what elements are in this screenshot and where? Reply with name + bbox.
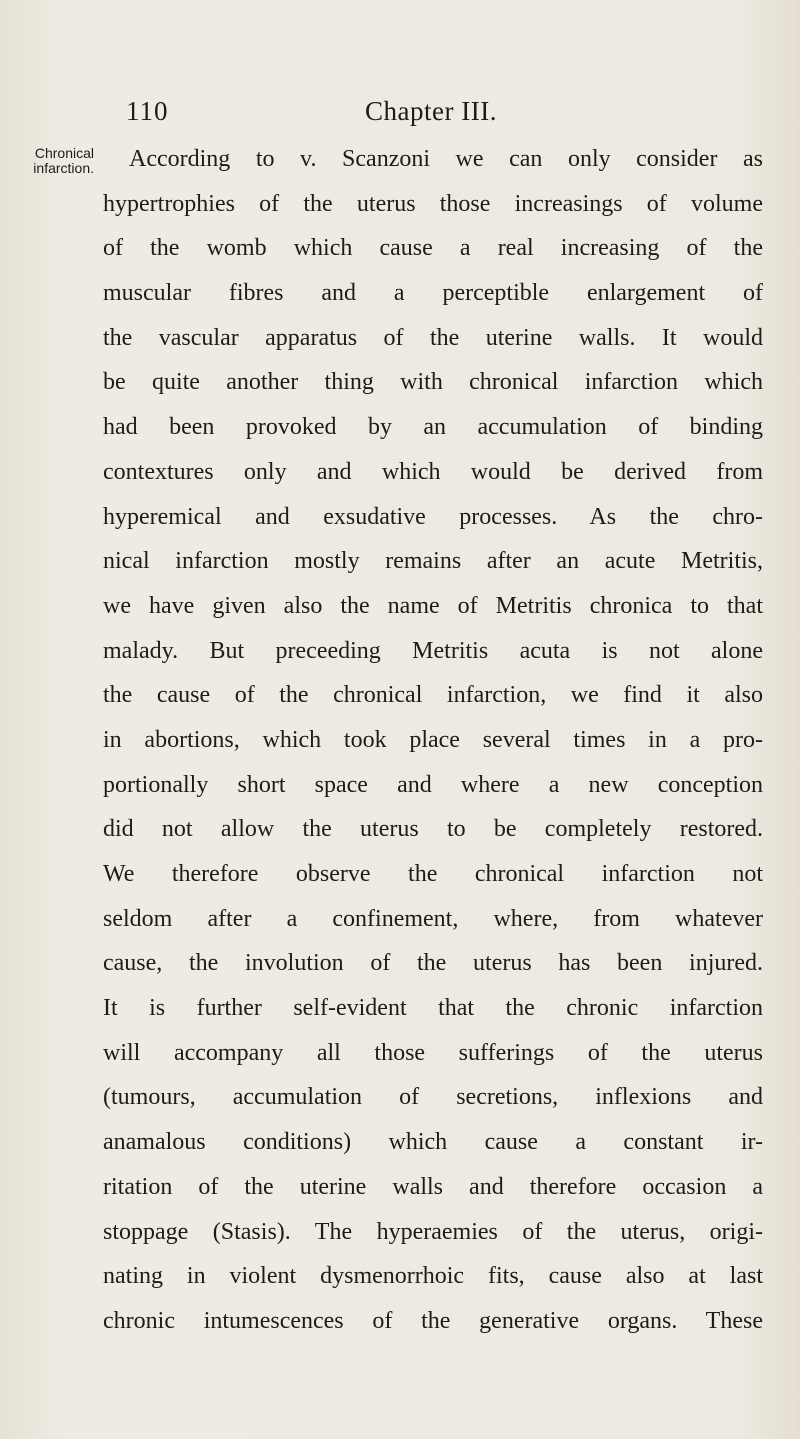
text-line: ritation of the uterine walls and therefore occasion a <box>103 1173 763 1200</box>
text-line: the vascular apparatus of the uterine walls. It would <box>103 324 763 351</box>
marginal-note-line: Chronical <box>34 145 94 161</box>
text-line: hypertrophies of the uterus those increasings of volume <box>103 190 763 217</box>
text-line: We therefore observe the chronical infarction not <box>103 861 763 887</box>
marginal-note-line: infarction. <box>33 160 94 176</box>
text-line: nating in violent dysmenorrhoic fits, cause also at last <box>103 1263 763 1290</box>
body-text <box>103 137 763 1344</box>
text-line: nical infarction mostly remains after an acute Metritis, <box>103 548 763 575</box>
text-line: According to v. Scanzoni we can only consider as <box>129 146 763 172</box>
text-line: contextures only and which would be derived from <box>103 458 763 485</box>
running-head: Chapter III. <box>365 96 497 126</box>
text-line: the cause of the chronical infarction, we find it also <box>103 682 763 709</box>
marginal-note <box>4 146 94 176</box>
text-line: be quite another thing with chronical infarction which <box>103 369 763 396</box>
text-line: did not allow the uterus to be completely restored. <box>103 816 763 843</box>
text-line: portionally short space and where a new conception <box>103 771 763 798</box>
text-line: anamalous conditions) which cause a constant ir- <box>103 1129 763 1156</box>
text-line: stoppage (Stasis). The hyperaemies of the uterus, origi- <box>103 1218 763 1245</box>
text-line: seldom after a confinement, where, from whatever <box>103 905 763 932</box>
text-line: chronic intumescences of the generative organs. These <box>103 1307 763 1334</box>
page-header <box>120 96 720 136</box>
text-line: cause, the involution of the uterus has been injured. <box>103 950 763 977</box>
text-line: in abortions, which took place several times in a pro- <box>103 726 763 753</box>
text-line: will accompany all those sufferings of the uterus <box>103 1039 763 1066</box>
text-line: muscular fibres and a perceptible enlargement of <box>103 280 763 307</box>
text-line: hyperemical and exsudative processes. As the chro- <box>103 503 763 530</box>
page-number: 110 <box>126 96 169 126</box>
text-line: (tumours, accumulation of secretions, inflexions and <box>103 1084 763 1111</box>
text-line: we have given also the name of Metritis chronica to that <box>103 592 763 619</box>
text-line: It is further self-evident that the chronic infarction <box>103 995 763 1022</box>
text-line: had been provoked by an accumulation of binding <box>103 414 763 441</box>
text-line: of the womb which cause a real increasing of the <box>103 235 763 262</box>
text-line: malady. But preceeding Metritis acuta is not alone <box>103 637 763 664</box>
